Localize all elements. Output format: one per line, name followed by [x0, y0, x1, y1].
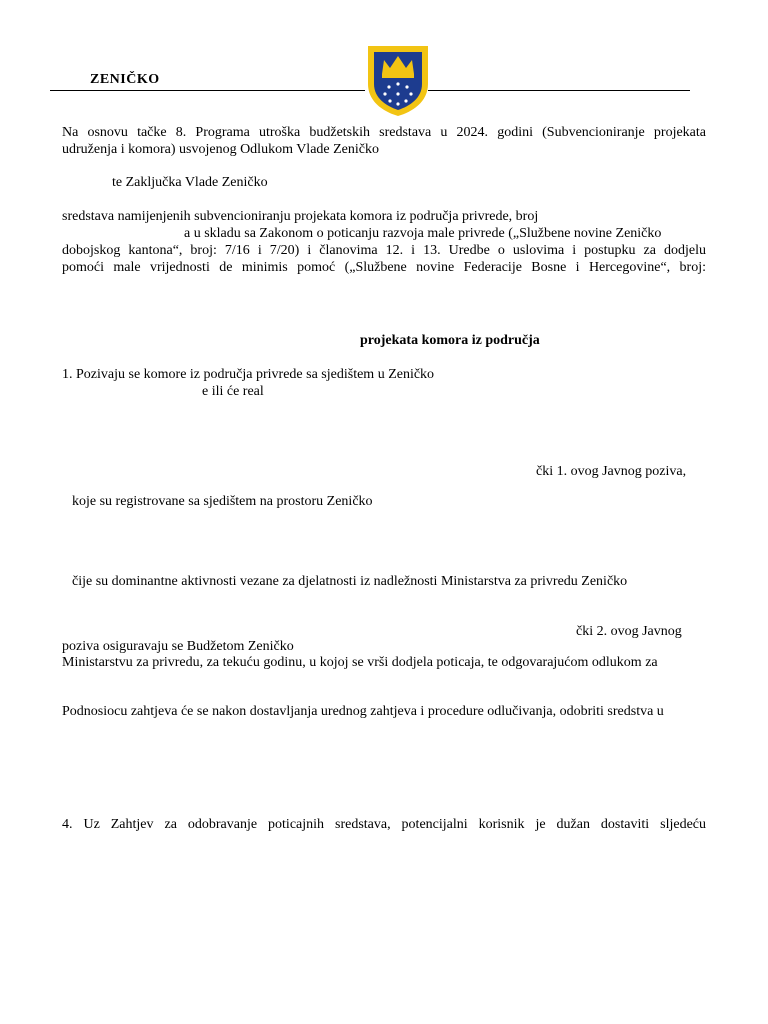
paragraph-line: pomoći male vrijednosti de minimis pomoć („Službene novine Federacije Bosne i Hercegovine“, broj:: [62, 260, 706, 275]
header-rule-right: [428, 90, 690, 91]
paragraph-line: Ministarstvu za privredu, za tekuću godinu, u kojoj se vrši dodjela poticaja, te odgovarajućom odlukom za: [62, 655, 658, 670]
paragraph-line: poziva osiguravaju se Budžetom Zeničko: [62, 639, 294, 654]
paragraph-line: čki 1. ovog Javnog poziva,: [536, 464, 687, 479]
paragraph-line: čki 2. ovog Javnog: [576, 624, 682, 639]
paragraph-line: 4. Uz Zahtjev za odobravanje poticajnih sredstava, potencijalni korisnik je dužan dostaviti sljedeću: [62, 817, 706, 832]
paragraph-line: Na osnovu tačke 8. Programa utroška budžetskih sredstava u 2024. godini (Subvencioniranje projekata: [62, 125, 706, 140]
paragraph-line: 1. Pozivaju se komore iz područja privrede sa sjedištem u Zeničko: [62, 367, 435, 382]
paragraph-line: te Zaključka Vlade Zeničko: [112, 175, 268, 190]
header-entity-name: ZENIČKO: [90, 72, 160, 87]
paragraph-line: čije su dominantne aktivnosti vezane za djelatnosti iz nadležnosti Ministarstva za privredu Zeničko: [72, 574, 628, 589]
paragraph-line: a u skladu sa Zakonom o poticanju razvoja male privrede („Službene novine Zeničko: [184, 226, 662, 241]
paragraph-line: dobojskog kantona“, broj: 7/16 i 7/20) i članovima 12. i 13. Uredbe o uslovima i postupku za dodjelu: [62, 243, 706, 258]
paragraph-line: sredstava namijenjenih subvencioniranju projekata komora iz područja privrede, broj: [62, 209, 539, 224]
paragraph-line: e ili će real: [202, 384, 264, 399]
coat-of-arms-icon: [366, 44, 430, 118]
document-title: projekata komora iz područja: [360, 333, 540, 348]
paragraph-line: koje su registrovane sa sjedištem na prostoru Zeničko: [72, 494, 373, 509]
header-rule-left: [50, 90, 365, 91]
paragraph-line: udruženja i komora) usvojenog Odlukom Vlade Zeničko: [62, 142, 379, 157]
paragraph-line: Podnosiocu zahtjeva će se nakon dostavljanja urednog zahtjeva i procedure odlučivanja, odobriti sredstva u: [62, 704, 664, 719]
